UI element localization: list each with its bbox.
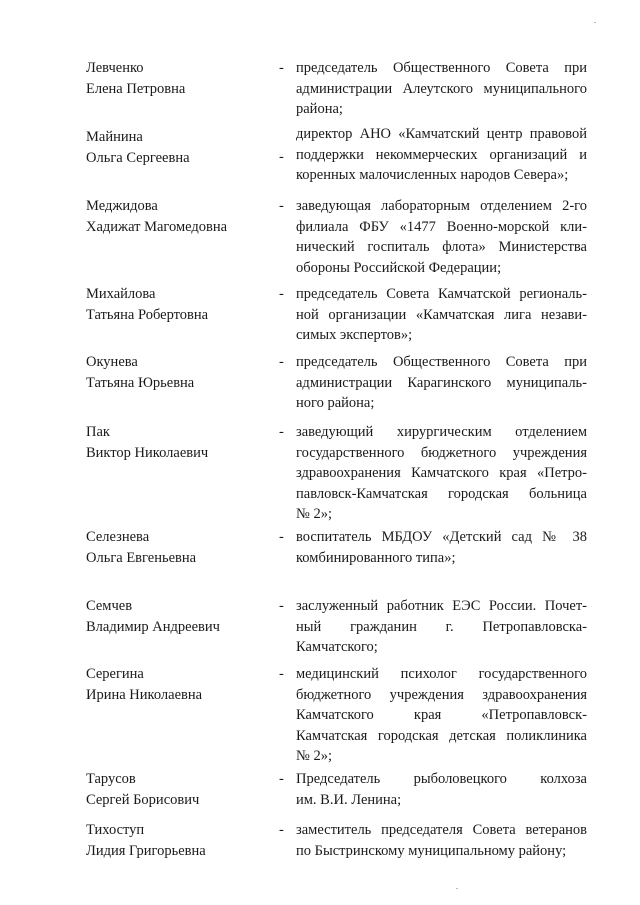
position-description bbox=[296, 769, 587, 810]
description-line: ного района; bbox=[296, 395, 375, 411]
description-line: ный гражданин г. Петропавловска- bbox=[296, 618, 587, 635]
separator-dash: - bbox=[279, 529, 284, 545]
surname: Тарусов bbox=[86, 771, 136, 787]
scan-speck bbox=[456, 888, 458, 889]
given-names: Татьяна Юрьевна bbox=[86, 374, 195, 391]
given-names: Сергей Борисович bbox=[86, 791, 200, 808]
description-line: обороны Российской Федерации; bbox=[296, 259, 502, 276]
description-line: председатель Общественного Совета при bbox=[296, 354, 587, 370]
separator-dash: - bbox=[279, 822, 284, 838]
person-name bbox=[86, 664, 266, 705]
description-line: государственного бюджетного учреждения bbox=[296, 444, 587, 461]
given-names: Елена Петровна bbox=[86, 80, 186, 97]
description-line: Камчатская городская детская поликлиника bbox=[296, 727, 587, 744]
separator-dash: - bbox=[279, 286, 284, 302]
description-line: здравоохранения Камчатского края «Петро- bbox=[296, 465, 587, 481]
description-line: председатель Совета Камчатской региональ- bbox=[296, 286, 587, 302]
separator-dash: - bbox=[279, 424, 284, 440]
person-name bbox=[86, 527, 266, 568]
surname: Михайлова bbox=[86, 286, 156, 302]
person-name bbox=[86, 58, 266, 99]
description-line: воспитатель МБДОУ «Детский сад № 38 bbox=[296, 529, 587, 545]
surname: Левченко bbox=[86, 60, 144, 76]
surname: Окунева bbox=[86, 354, 138, 370]
description-line: Камчатского края «Петропавловск- bbox=[296, 707, 587, 723]
given-names: Владимир Андреевич bbox=[86, 618, 220, 635]
description-line: Камчатского; bbox=[296, 639, 378, 655]
description-line: № 2»; bbox=[296, 748, 332, 764]
person-name bbox=[86, 596, 266, 637]
position-description bbox=[296, 284, 587, 346]
description-line: заслуженный работник ЕЭС России. Почет- bbox=[296, 598, 587, 614]
given-names: Виктор Николаевич bbox=[86, 444, 209, 461]
surname: Семчев bbox=[86, 598, 133, 614]
person-name bbox=[86, 352, 266, 393]
description-line: заведующий хирургическим отделением bbox=[296, 424, 587, 440]
description-line: коренных малочисленных народов Севера»; bbox=[296, 167, 569, 183]
description-line: ной организации «Камчатская лига незави- bbox=[296, 306, 587, 323]
position-description bbox=[296, 422, 587, 525]
description-line: директор АНО «Камчатский центр правовой bbox=[296, 126, 587, 142]
description-line: им. В.И. Ленина; bbox=[296, 791, 402, 808]
person-name bbox=[86, 127, 266, 168]
given-names: Лидия Григорьевна bbox=[86, 842, 206, 859]
description-line: заместитель председателя Совета ветеранов bbox=[296, 822, 587, 838]
given-names: Хадижат Магомедовна bbox=[86, 218, 228, 235]
person-name bbox=[86, 196, 266, 237]
surname: Пак bbox=[86, 424, 110, 440]
description-line: заведующая лабораторным отделением 2-го bbox=[296, 198, 587, 214]
surname: Майнина bbox=[86, 129, 143, 145]
person-name bbox=[86, 820, 266, 861]
separator-dash: - bbox=[279, 60, 284, 76]
description-line: председатель Общественного Совета при bbox=[296, 60, 587, 76]
position-description bbox=[296, 352, 587, 414]
scan-speck bbox=[594, 22, 596, 23]
description-line: комбинированного типа»; bbox=[296, 549, 456, 566]
person-name bbox=[86, 422, 266, 463]
description-line: администрации Карагинского муниципаль- bbox=[296, 374, 587, 391]
separator-dash: - bbox=[279, 598, 284, 614]
description-line: симых экспертов»; bbox=[296, 327, 413, 343]
surname: Меджидова bbox=[86, 198, 158, 214]
position-description bbox=[296, 664, 587, 767]
given-names: Ирина Николаевна bbox=[86, 686, 203, 703]
description-line: павловск-Камчатская городская больница bbox=[296, 485, 587, 502]
description-line: по Быстринскому муниципальному району; bbox=[296, 842, 567, 859]
person-name bbox=[86, 769, 266, 810]
description-line: филиала ФБУ «1477 Военно-морской кли- bbox=[296, 218, 587, 235]
given-names: Татьяна Робертовна bbox=[86, 306, 209, 323]
separator-dash: - bbox=[279, 666, 284, 682]
given-names: Ольга Сергеевна bbox=[86, 149, 190, 166]
description-line: района; bbox=[296, 101, 343, 117]
position-description bbox=[296, 527, 587, 568]
given-names: Ольга Евгеньевна bbox=[86, 549, 197, 566]
separator-dash: - bbox=[279, 354, 284, 370]
person-name bbox=[86, 284, 266, 325]
surname: Серегина bbox=[86, 666, 144, 682]
description-line: бюджетного учреждения здравоохранения bbox=[296, 686, 587, 703]
position-description bbox=[296, 124, 587, 186]
description-line: № 2»; bbox=[296, 506, 332, 522]
separator-dash: - bbox=[279, 771, 284, 787]
description-line: нический госпиталь флота» Министерства bbox=[296, 239, 587, 255]
separator-dash: - bbox=[279, 149, 284, 165]
position-description bbox=[296, 196, 587, 278]
surname: Селезнева bbox=[86, 529, 150, 545]
position-description bbox=[296, 820, 587, 861]
separator-dash: - bbox=[279, 198, 284, 214]
description-line: медицинский психолог государственного bbox=[296, 666, 587, 682]
description-line: Председатель рыболовецкого колхоза bbox=[296, 771, 587, 787]
position-description bbox=[296, 58, 587, 120]
surname: Тихоступ bbox=[86, 822, 145, 838]
description-line: администрации Алеутского муниципального bbox=[296, 80, 587, 97]
position-description bbox=[296, 596, 587, 658]
description-line: поддержки некоммерческих организаций и bbox=[296, 146, 587, 163]
